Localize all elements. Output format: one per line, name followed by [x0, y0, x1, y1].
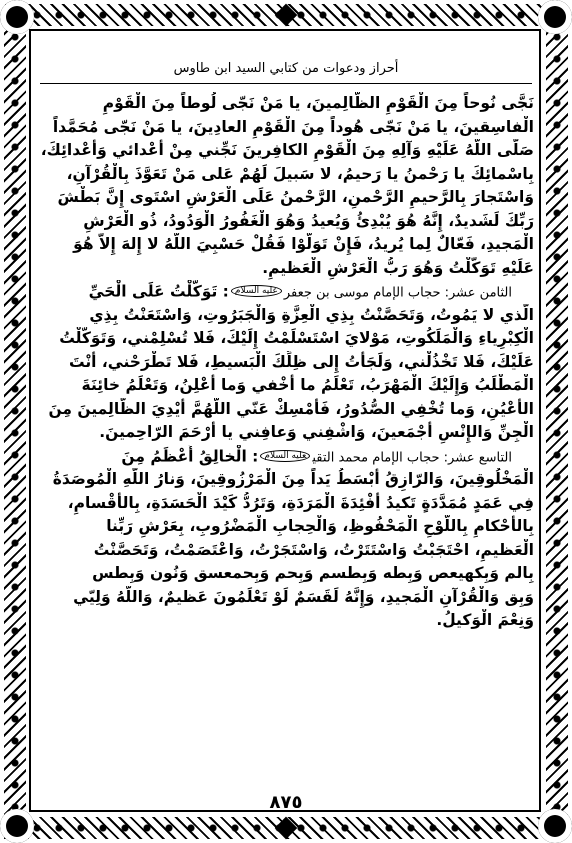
line-text: الْمَجيدِ، فَعّالٌ لِما يُريدُ، فَإِنْ تَوَلَّوْا فَقُلْ حَسْبِيَ اللَّهُ لا إِلهَ إِلاَّ هُوَ	[73, 235, 534, 253]
corner-ornament-icon	[0, 0, 34, 34]
corner-ornament-icon	[538, 0, 572, 34]
line-text: وَبِق وَالْقُرْآنِ الْمَجيدِ، وَإِنَّهُ لَقَسَمٌ لَوْ تَعْلَمُونَ عَظيمٌ، وَاللَّهُ وَلِيّي	[73, 587, 534, 606]
line-text: : تَوَكَّلْتُ عَلَى الْحَيِّ	[88, 282, 229, 301]
line-text: الْكِبْرِياءِ وَالْمَلَكُوتِ، مَوْلايَ اسْتَسْلَمْتُ إِلَيْكَ، فَلا تُسْلِمْني، وَتَوَكَّلْتُ	[59, 329, 534, 347]
book-title: أحراز ودعوات من كتابي السيد ابن طاوس	[173, 61, 399, 76]
text-line	[38, 304, 534, 328]
line-text: بِاسْمائِكَ يا رَحْمنُ يا رَحيمُ، لا سَبيلَ لَهُمْ عَلى مَنْ تَعَوَّذَ بِالْقُرْآنِ،	[66, 164, 534, 183]
line-text: الْمَخْلُوقِينَ، وَالرّازِقُ أَبْسَطُ يَداً مِنَ الْمَرْزُوقِينَ، وَنارُ اللَّهِ الْمُوصَدَةُ	[52, 470, 534, 488]
line-text: الْجِنِّ وَالإِنْسِ أَجْمَعينَ، وَاشْفِني وَعافِني يا أَرْحَمَ الرّاحِمينَ.	[99, 423, 534, 441]
section-heading: التاسع عشر: حجاب الإمام محمد التقي	[312, 449, 512, 465]
line-text: عَلَيْكَ، فَلا تَخْذُلْني، وَلَجَأْتُ إِلى ظِلِّكَ الْبَسيطِ، فَلا تَطْرَحْني، أَنْتَ	[68, 352, 534, 371]
text-line	[38, 515, 534, 539]
corner-ornament-icon	[538, 809, 572, 843]
line-text: الْفاسِقينَ، يا مَنْ نَجّى هُوداً مِنَ الْقَوْمِ العادِينَ، يا مَنْ نَجّى مُحَمَّداً	[52, 117, 534, 136]
line-text: الْعَظيمِ، احْتَجَبْتُ وَاسْتَتَرْتُ، وَاسْتَجَرْتُ، وَاعْتَصَمْتُ، وَتَحَصَّنْتُ	[93, 540, 534, 559]
text-line	[38, 398, 534, 422]
line-text: صَلَّى اللَّهُ عَلَيْهِ وَآلِهِ مِنَ الْقَوْمِ الكافِرينَ نَجِّني مِنْ أَعْدائي وَأَعْدائِكَ،	[40, 141, 534, 159]
line-text: نَجَّى نُوحاً مِنَ الْقَوْمِ الظّالِمينَ، يا مَنْ نَجّى لُوطاً مِنَ الْقَوْمِ	[102, 94, 534, 112]
text-line	[38, 139, 534, 163]
line-text: بِالأَحْكامِ بِاللَّوْحِ الْمَحْفُوظِ، وَالْحِجابِ الْمَضْرُوبِ، بِعَرْشِ رَبِّنا	[106, 517, 534, 535]
line-text: وَنِعْمَ الْوَكيلُ.	[436, 611, 534, 629]
line-text: بِالم وَبِكهيعص وَبِطه وَبِطسم وَبِحم وَبِحمعسق وَنُون وَبِطس	[92, 564, 534, 582]
page-number: ٨٧٥	[269, 792, 303, 813]
line-text: الَّذي لا يَمُوتُ، وَتَحَصَّنْتُ بِذِي الْعِزَّةِ وَالْجَبَرُوتِ، وَاسْتَعَنْتُ بِذِي	[89, 305, 534, 324]
honorific-symbol: عليه السلام	[231, 285, 282, 297]
text-line	[38, 92, 534, 116]
text-line	[38, 562, 534, 586]
line-text: الأَعْيُنِ، وَما تُخْفِي الصُّدُورُ، فَأَمْسِكْ عَنّي اللّهُمَّ أَيْدِيَ الظّالِمينَ مِنَ	[48, 399, 534, 418]
text-line	[38, 421, 534, 445]
text-line	[38, 233, 534, 257]
text-line	[38, 492, 534, 516]
text-line	[38, 374, 534, 398]
text-line	[38, 468, 534, 492]
text-line	[38, 210, 534, 234]
text-line	[38, 327, 534, 351]
text-line	[38, 163, 534, 187]
line-text: رَبِّكَ لَشَديدٌ، إِنَّهُ هُوَ يُبْدِئُ وَيُعيدُ وَهُوَ الْغَفُورُ الْوَدُودُ، ذُو الْعَرْشِ	[83, 211, 534, 230]
text-line	[38, 280, 534, 304]
line-text: عَلَيْهِ تَوَكَّلْتُ وَهُوَ رَبُّ الْعَرْشِ الْعَظيمِ.	[262, 258, 534, 277]
text-line	[38, 116, 534, 140]
line-text: وَاسْتَجارَ بِالرَّحيمِ الرَّحْمنِ، الرَّحْمنُ عَلَى الْعَرْشِ اسْتَوى إِنَّ بَطْشَ	[57, 188, 534, 206]
border-ornament-left	[4, 26, 26, 817]
running-header	[40, 55, 532, 84]
text-line	[38, 351, 534, 375]
corner-ornament-icon	[0, 809, 34, 843]
text-line	[38, 539, 534, 563]
text-line	[38, 186, 534, 210]
section-heading: الثامن عشر: حجاب الإمام موسى بن جعفر	[283, 285, 512, 301]
text-line	[38, 257, 534, 281]
line-text: : الْخالِقُ أَعْظَمُ مِنَ	[121, 446, 259, 465]
line-text: فِي عَمَدٍ مُمَدَّدَةٍ تَكيدُ أَفْئِدَةَ الْمَرَدَةِ، وَتَرُدُّ كَيْدَ الْحَسَدَةِ، بِالأَقْسامِ،	[67, 493, 534, 512]
text-line	[38, 586, 534, 610]
border-ornament-right	[546, 26, 568, 817]
line-text: الْمَطْلَبُ وَإِلَيْكَ الْمَهْرَبُ، تَعْلَمُ ما أُخْفي وَما أُعْلِنُ، وَتَعْلَمُ خائِنَةَ	[81, 376, 534, 394]
text-line	[38, 609, 534, 633]
text-line	[38, 445, 534, 469]
main-text	[38, 92, 534, 633]
honorific-symbol: عليه السلام	[260, 450, 310, 462]
